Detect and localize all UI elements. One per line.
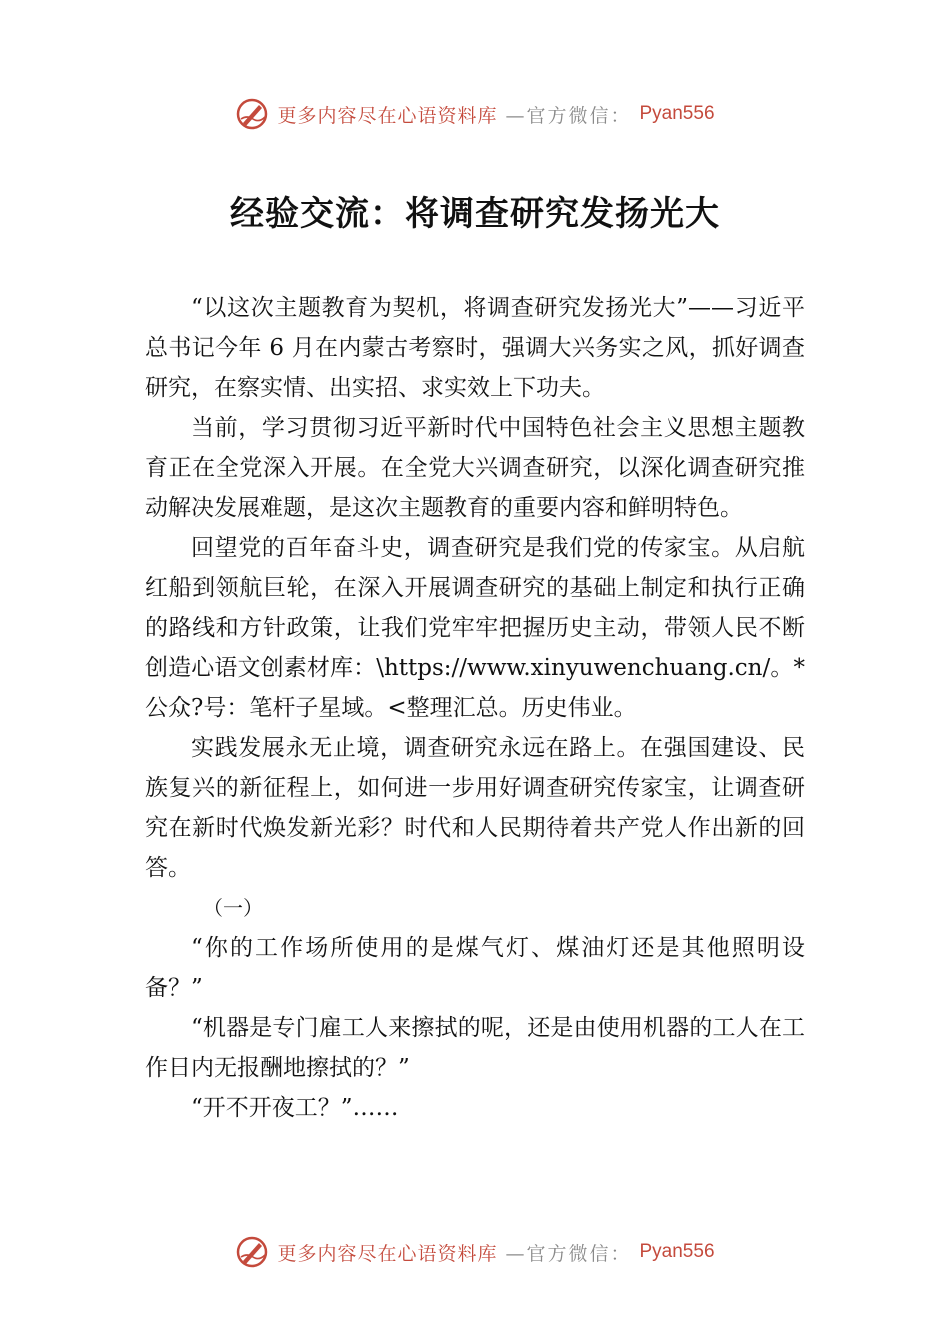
paragraph: “开不开夜工？”…… bbox=[191, 1095, 399, 1121]
footer-wechat-label: —官方微信： bbox=[505, 1242, 632, 1265]
paragraph: “机器是专门雇工人来擦拭的呢，还是由使用机器的工人在工作日内无报酬地擦拭的？” bbox=[145, 1015, 805, 1081]
pen-seal-logo-icon bbox=[235, 97, 269, 131]
header-promo-text: 更多内容尽在心语资料库 bbox=[277, 104, 498, 127]
paragraph: 回望党的百年奋斗史，调查研究是我们党的传家宝。从启航红船到领航巨轮，在深入开展调查研究的基础上制定和执行正确的路线和方针政策，让我们党牢牢把握历史主动，带领人民不断创造心语文创素材库：\https://www.xinyuwenchuang.cn/。*公众?号：笔杆子星域。<整理汇总。历史伟业。 bbox=[145, 535, 805, 721]
paragraph: “你的工作场所使用的是煤气灯、煤油灯还是其他照明设备？” bbox=[145, 935, 805, 1001]
footer-promo-text: 更多内容尽在心语资料库 bbox=[277, 1242, 498, 1265]
paragraph: “以这次主题教育为契机，将调查研究发扬光大”——习近平总书记今年 6 月在内蒙古考察时，强调大兴务实之风，抓好调查研究，在察实情、出实招、求实效上下功夫。 bbox=[145, 295, 805, 401]
document-body bbox=[145, 288, 805, 1128]
paragraph: 实践发展永无止境，调查研究永远在路上。在强国建设、民族复兴的新征程上，如何进一步用好调查研究传家宝，让调查研究在新时代焕发新光彩？时代和人民期待着共产党人作出新的回答。 bbox=[145, 735, 805, 881]
footer-wechat-id: Pyan556 bbox=[639, 1241, 715, 1262]
footer-banner bbox=[0, 1232, 950, 1272]
pen-seal-logo-icon bbox=[235, 1235, 269, 1269]
paragraph: 当前，学习贯彻习近平新时代中国特色社会主义思想主题教育正在全党深入开展。在全党大兴调查研究，以深化调查研究推动解决发展难题，是这次主题教育的重要内容和鲜明特色。 bbox=[145, 415, 805, 521]
header-wechat-id: Pyan556 bbox=[639, 103, 715, 124]
document-title: 经验交流：将调查研究发扬光大 bbox=[230, 194, 720, 234]
section-number: （一） bbox=[203, 896, 263, 920]
header-banner bbox=[0, 94, 950, 134]
header-wechat-label: —官方微信： bbox=[505, 104, 632, 127]
